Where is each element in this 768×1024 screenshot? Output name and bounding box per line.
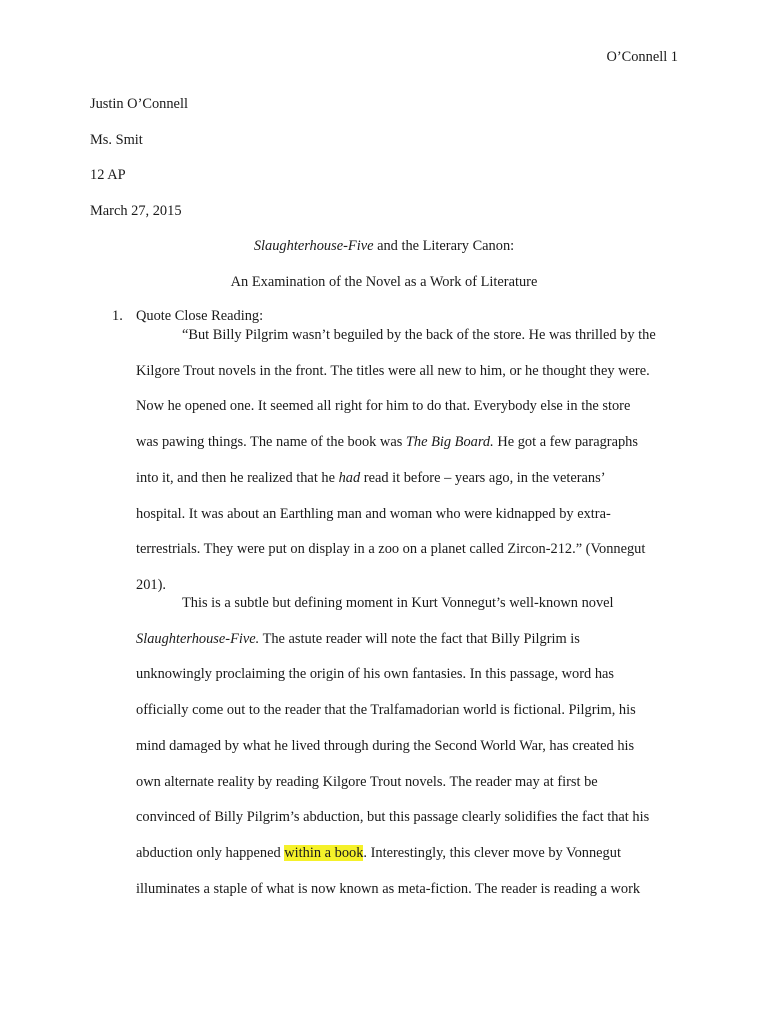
essay-date: March 27, 2015 [90, 203, 182, 219]
analysis-line [136, 629, 580, 649]
list-number: 1. [112, 308, 123, 324]
italic-text: had [338, 469, 361, 486]
title-book-name: Slaughterhouse-Five [253, 238, 374, 254]
course-name: 12 AP [90, 167, 126, 183]
analysis-line [136, 700, 636, 720]
quote-line [136, 361, 650, 381]
text-run: mind damaged by what he lived through during the Second World War, has created his [136, 737, 635, 754]
title-line-1 [90, 236, 678, 256]
text-run: read it before – years ago, in the veterans’ [360, 469, 606, 486]
quote-line [136, 432, 638, 452]
analysis-line [136, 664, 614, 684]
text-run: own alternate reality by reading Kilgore Trout novels. The reader may at first be [136, 773, 598, 790]
analysis-line [182, 593, 614, 613]
running-head: O’Connell 1 [606, 49, 678, 65]
italic-text: The Big Board. [405, 434, 494, 451]
title-line-1-rest: and the Literary Canon: [373, 238, 515, 254]
quote-line [136, 504, 611, 524]
text-run: unknowingly proclaiming the origin of his own fantasies. In this passage, word has [136, 666, 615, 683]
text-run: Now he opened one. It seemed all right for him to do that. Everybody else in the store [136, 398, 631, 415]
highlighted-text: within a book [284, 844, 364, 861]
text-run: . Interestingly, this clever move by Vonnegut [363, 844, 621, 861]
author-name: Justin O’Connell [90, 96, 188, 112]
text-run: Kilgore Trout novels in the front. The titles were all new to him, or he thought they were. [136, 362, 650, 379]
text-run: The astute reader will note the fact that Billy Pilgrim is [259, 630, 580, 647]
quote-line [136, 468, 606, 488]
analysis-line [136, 772, 598, 792]
text-run: abduction only happened [136, 844, 285, 861]
text-run: “But Billy Pilgrim wasn’t beguiled by the back of the store. He was thrilled by the [182, 327, 656, 343]
text-run: terrestrials. They were put on display in a zoo on a planet called Zircon-212.” (Vonnegut [136, 541, 646, 558]
analysis-line [136, 879, 640, 899]
quote-line [182, 325, 656, 345]
text-run: convinced of Billy Pilgrim’s abduction, but this passage clearly solidifies the fact that his [136, 809, 650, 826]
quote-line [136, 575, 166, 595]
text-run: into it, and then he realized that he [136, 469, 339, 486]
title-line-2: An Examination of the Novel as a Work of Literature [230, 274, 538, 290]
quote-line [136, 396, 630, 416]
section-heading-label: Quote Close Reading: [136, 308, 264, 324]
text-run: He got a few paragraphs [493, 434, 638, 451]
text-run: was pawing things. The name of the book was [136, 434, 406, 451]
analysis-line [136, 807, 649, 827]
quote-line [136, 539, 645, 559]
text-run: 201). [136, 576, 166, 593]
text-run: illuminates a staple of what is now known as meta-fiction. The reader is reading a work [136, 880, 641, 897]
text-run: hospital. It was about an Earthling man and woman who were kidnapped by extra- [136, 505, 611, 522]
analysis-line [136, 843, 621, 863]
analysis-line [136, 736, 634, 756]
italic-text: Slaughterhouse-Five. [136, 630, 260, 647]
text-run: officially come out to the reader that the Tralfamadorian world is fictional. Pilgrim, his [136, 702, 636, 719]
teacher-name: Ms. Smit [90, 132, 143, 148]
text-run: This is a subtle but defining moment in Kurt Vonnegut’s well-known novel [182, 595, 614, 611]
